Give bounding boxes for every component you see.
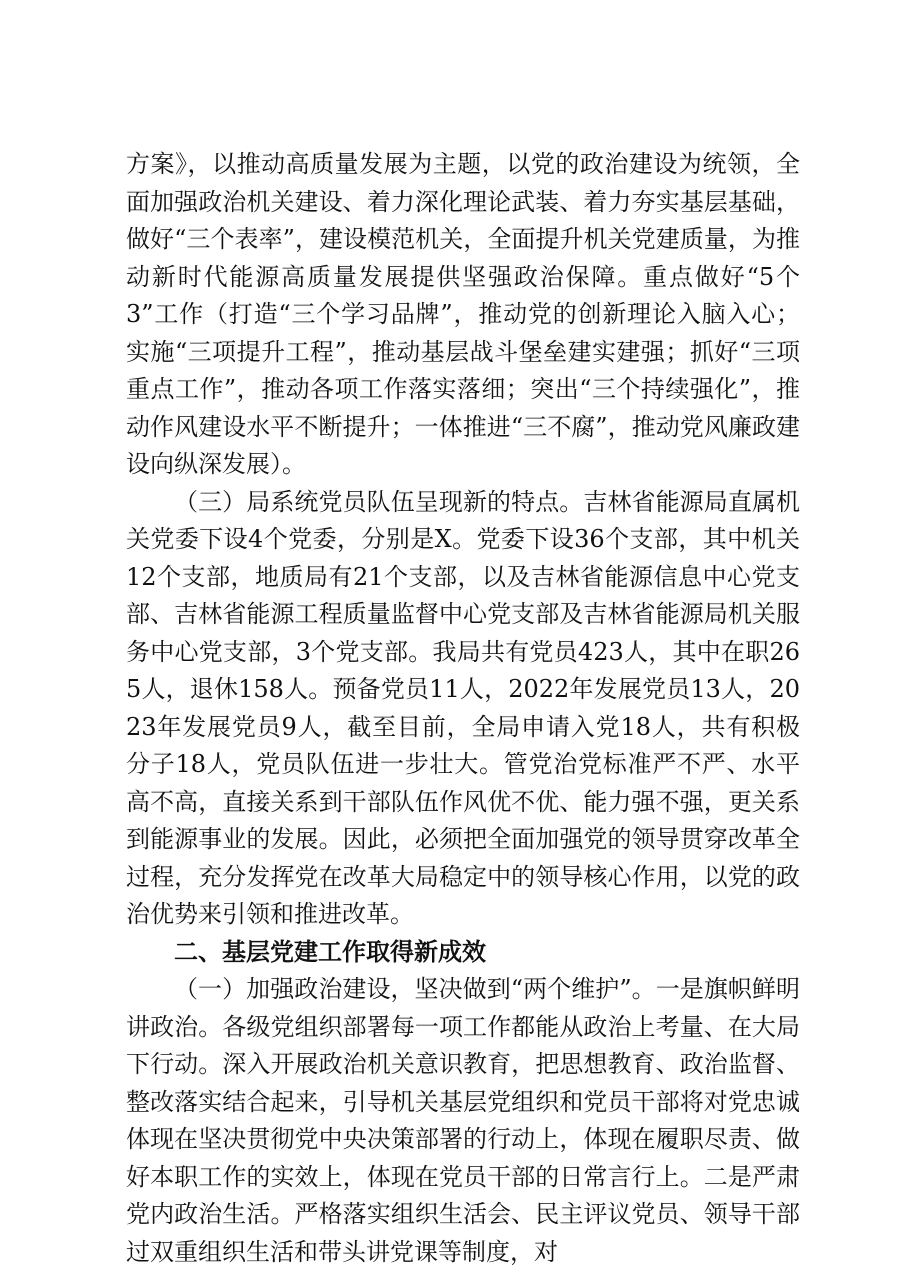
paragraph-continued-plan: 方案》，以推动高质量发展为主题，以党的政治建设为统领，全面加强政治机关建设、着力深化理论武装、着力夯实基层基础，做好“三个表率”，建设模范机关，全面提升机关党建质量，为推动新时代能源高质量发展提供坚强政治保障。重点做好“5个3”工作（打造“三个学习品牌”，推动党的创新理论入脑入心；实施“三项提升工程”，推动基层战斗堡垒建实建强；抓好“三项重点工作”，推动各项工作落实落细；突出“三个持续强化”，推动作风建设水平不断提升；一体推进“三不腐”，推动党风廉政建设向纵深发展）。 bbox=[126, 150, 800, 478]
section-heading: 二、基层党建工作取得新成效 bbox=[174, 937, 486, 966]
paragraph-party-member-features: （三）局系统党员队伍呈现新的特点。吉林省能源局直属机关党委下设4个党委，分别是X。党委下设36个支部，其中机关12个支部，地质局有21个支部，以及吉林省能源信息中心党支部、吉林省能源工程质量监督中心党支部及吉林省能源局机关服务中心党支部，3个党支部。我局共有党员423人，其中在职265人，退休158人。预备党员11人，2022年发展党员13人，2023年发展党员9人，截至目前，全局申请入党18人，共有积极分子18人，党员队伍进一步壮大。管党治党标准严不严、水平高不高，直接关系到干部队伍作风优不优、能力强不强，更关系到能源事业的发展。因此，必须把全面加强党的领导贯穿改革全过程，充分发挥党在改革大局稳定中的领导核心作用，以党的政治优势来引领和推进改革。 bbox=[126, 487, 800, 928]
paragraph-political-construction: （一）加强政治建设，坚决做到“两个维护”。一是旗帜鲜明讲政治。各级党组织部署每一项工作都能从政治上考量、在大局下行动。深入开展政治机关意识教育，把思想教育、政治监督、整改落实结合起来，引导机关基层党组织和党员干部将对党忠诚体现在坚决贯彻党中央决策部署的行动上，体现在履职尽责、做好本职工作的实效上，体现在党员干部的日常言行上。二是严肃党内政治生活。严格落实组织生活会、民主评议党员、领导干部过双重组织生活和带头讲党课等制度，对 bbox=[126, 975, 800, 1266]
document-body bbox=[126, 146, 800, 1271]
